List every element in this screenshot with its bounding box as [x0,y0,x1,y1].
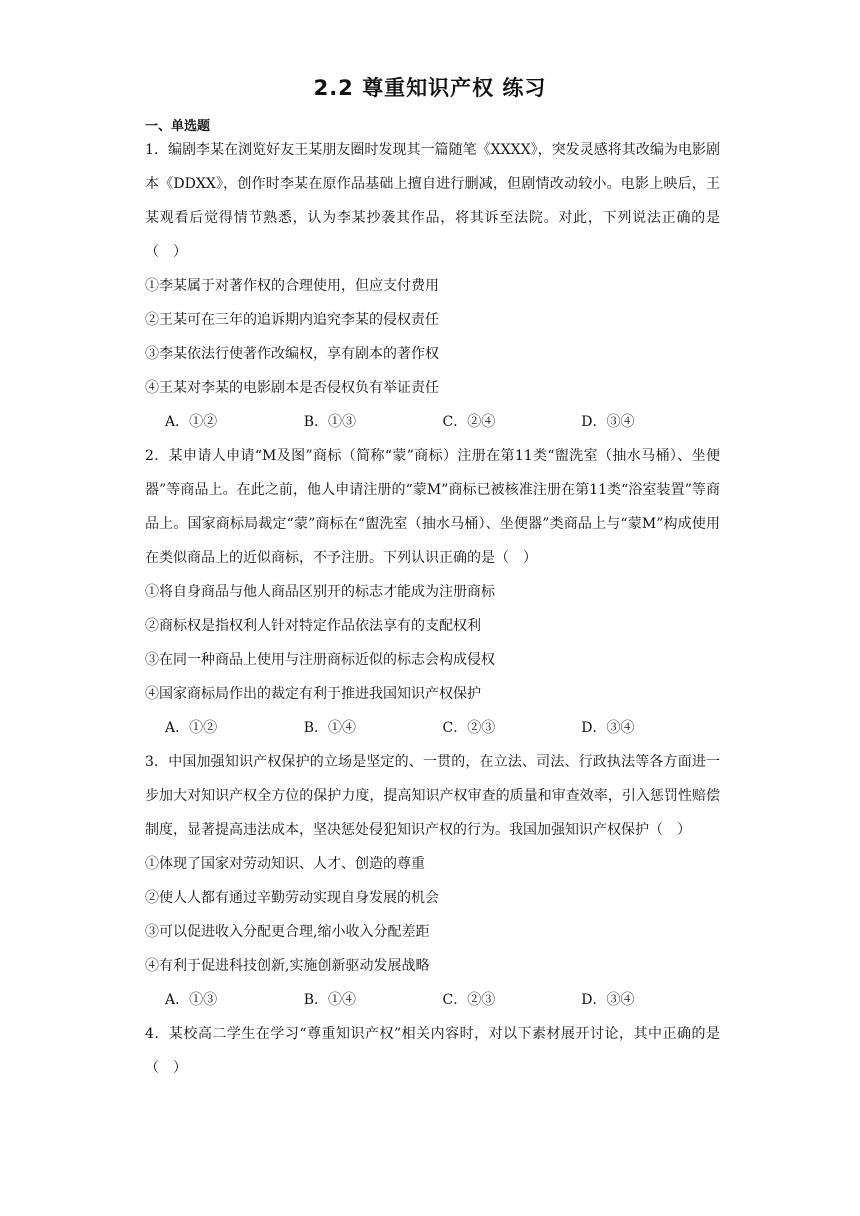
choice-b: B．①④ [303,720,357,736]
question-list [145,133,720,1085]
question-stem: 1．编剧李某在浏览好友王某朋友圈时发现其一篇随笔《XXXX》，突发灵感将其改编为电影剧本《DDXX》，创作时李某在原作品基础上擅自进行删减，但剧情改动较小。电影上映后，王某观看后觉得情节熟悉，认为李某抄袭其作品，将其诉至法院。对此，下列说法正确的是（ ） [145,142,720,260]
choice-a: A．①② [165,414,218,430]
statement-option: ①李某属于对著作权的合理使用，但应支付费用 [145,278,439,294]
choice-b: B．①③ [303,414,357,430]
question-2 [145,439,720,745]
statement-option: ③在同一种商品上使用与注册商标近似的标志会构成侵权 [145,652,495,668]
question-stem: 4．某校高二学生在学习“尊重知识产权”相关内容时，对以下素材展开讨论，其中正确的是（ ） [145,1026,720,1076]
choice-a: A．①② [165,720,218,736]
document-title: 2.2 尊重知识产权 练习 [313,76,547,100]
choice-d: D．③④ [581,414,635,430]
statement-option: ④国家商标局作出的裁定有利于推进我国知识产权保护 [145,686,481,702]
statement-option: ①体现了国家对劳动知识、人才、创造的尊重 [145,856,425,872]
choice-c: C．②④ [442,414,496,430]
statement-option: ③李某依法行使著作改编权，享有剧本的著作权 [145,346,439,362]
answer-choices [145,405,720,439]
choice-b: B．①④ [303,992,357,1008]
question-3 [145,745,720,1017]
statement-option: ④王某对李某的电影剧本是否侵权负有举证责任 [145,380,439,396]
answer-choices [145,711,720,745]
question-stem: 2．某申请人申请“M及图”商标（简称“蒙”商标）注册在第11类“盥洗室（抽水马桶）、坐便器”等商品上。在此之前，他人申请注册的“蒙M”商标已被核准注册在第11类“浴室装置”等商品上。国家商标局裁定“蒙”商标在“盥洗室（抽水马桶）、坐便器”类商品上与“蒙M”构成使用在类似商品上的近似商标，不予注册。下列认识正确的是（ ） [145,448,720,566]
statement-option: ④有利于促进科技创新,实施创新驱动发展战略 [145,958,430,974]
statement-option: ②使人人都有通过辛勤劳动实现自身发展的机会 [145,890,439,906]
choice-d: D．③④ [581,720,635,736]
statement-option: ②王某可在三年的追诉期内追究李某的侵权责任 [145,312,439,328]
question-1 [145,133,720,439]
statement-option: ②商标权是指权利人针对特定作品依法享有的支配权利 [145,618,481,634]
question-4 [145,1017,720,1085]
choice-a: A．①③ [165,992,218,1008]
answer-choices [145,983,720,1017]
statement-option: ③可以促进收入分配更合理,缩小收入分配差距 [145,924,430,940]
choice-c: C．②③ [442,992,496,1008]
section-heading: 一、单选题 [145,119,211,134]
question-stem: 3．中国加强知识产权保护的立场是坚定的、一贯的，在立法、司法、行政执法等各方面进一步加大对知识产权全方位的保护力度，提高知识产权审查的质量和审查效率，引入惩罚性赔偿制度，显著提高违法成本，坚决惩处侵犯知识产权的行为。我国加强知识产权保护（ ） [145,754,720,838]
choice-c: C．②③ [442,720,496,736]
statement-option: ①将自身商品与他人商品区别开的标志才能成为注册商标 [145,584,495,600]
choice-d: D．③④ [581,992,635,1008]
